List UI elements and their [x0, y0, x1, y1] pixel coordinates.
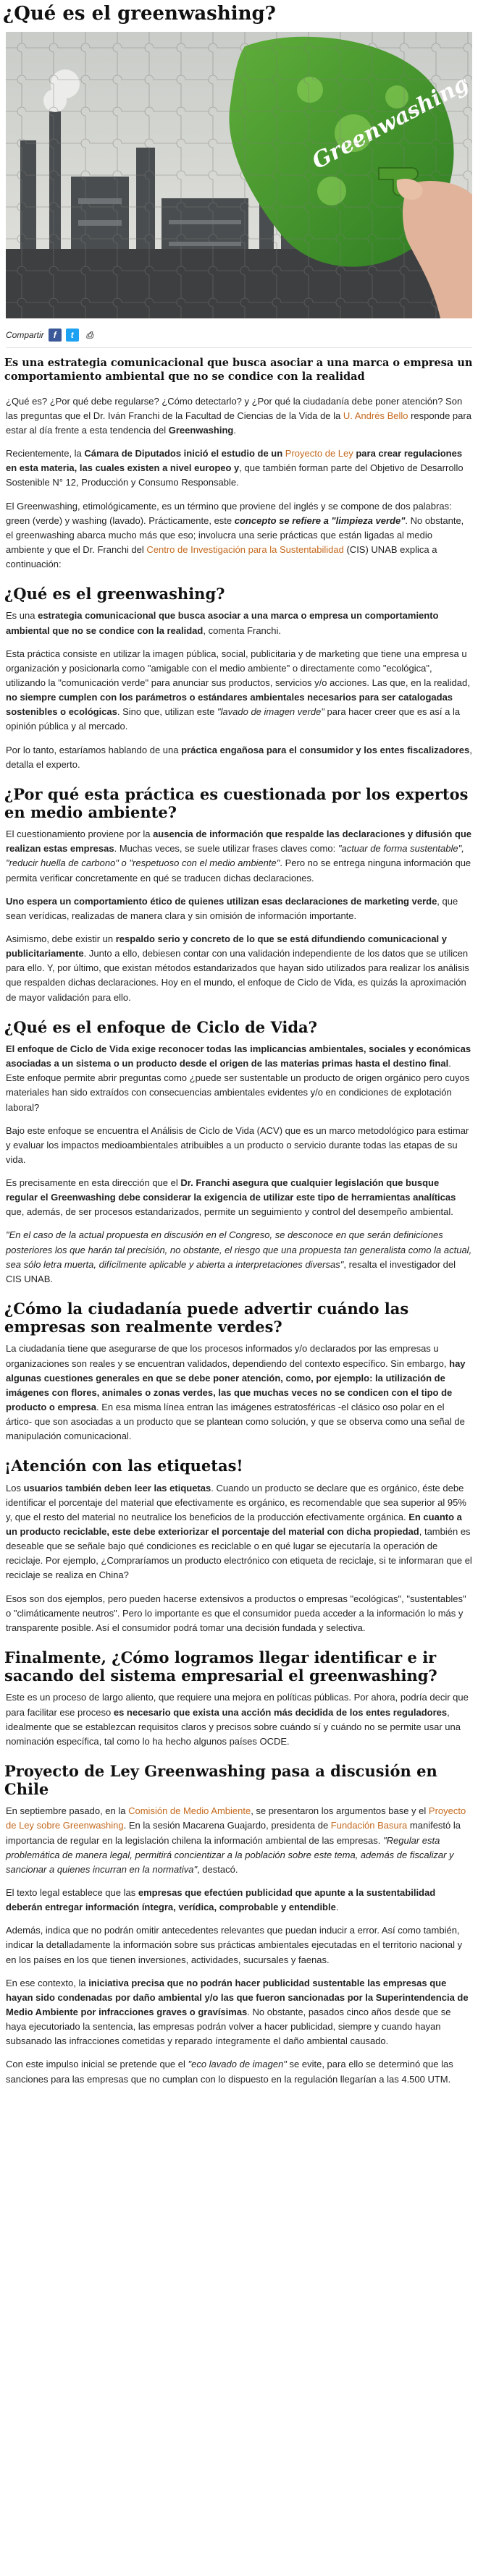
s7-paragraph-4: En ese contexto, la iniciativa precisa que no podrán hacer publicidad sustentable las empresas que hayan sido condenadas por daño ambiental y/o las que fueron sancionadas por la Superintendencia de Medio Ambiente por infracciones graves o gravísimas. No obstante, pasados cinco años desde que se haya ejecutoriado la sentencia, las empresas podrán volver a hacer publicidad, siempre y cuando hayan subsanado las infracciones cometidas y reparado íntegramente el daño ambiental causado. [6, 1977, 469, 2047]
s3-paragraph-1: El enfoque de Ciclo de Vida exige reconocer todas las implicancias ambientales, sociales y económicas asociadas a un sistema o un producto desde el origen de las materias primas hasta el destino final. Este enfoque permite abrir preguntas como ¿puede ser sustentable un producto de origen orgánico pero cuyos materiales han sido extraídos con consecuencias ambientales evidentes y/o en condiciones de explotación laboral? [6, 1043, 471, 1113]
s5-paragraph-1: Los usuarios también deben leer las etiquetas. Cuando un producto se declare que es orgánico, éste debe identificar el porcentaje del material que efectivamente es orgánico, es recomendable que sea superior al 95% y, que el resto del material no neutralice los beneficios de la producción efectivamente orgánica. En cuanto a un producto reciclable, este debe exteriorizar el porcentaje del material con dicha propiedad, también es deseable que se señale bajo qué condiciones es reciclable o en qué lugar se ejecutaría la operación de reciclaje. Por ejemplo, ¿Compraríamos un producto electrónico con etiqueta de reciclaje, si te informaran que el reciclaje se realiza en China? [6, 1482, 472, 1581]
s1-paragraph-3: Por lo tanto, estaríamos hablando de una práctica engañosa para el consumidor y los entes fiscalizadores, detalla el experto. [6, 744, 472, 770]
hero-image [6, 32, 472, 318]
lead-paragraph: Es una estrategia comunicacional que busca asociar a una marca o empresa un comportamiento ambiental que no se condice con la realidad [4, 357, 473, 383]
proyecto-de-ley-link[interactable]: Proyecto de Ley [285, 448, 353, 459]
s7-paragraph-2: El texto legal establece que las empresas que efectúen publicidad que apunte a la sustentabilidad deberán entregar información íntegra, verídica, comprobable y entendible. [6, 1887, 436, 1913]
print-icon[interactable]: ⎙ [83, 329, 96, 342]
s1-paragraph-2: Esta práctica consiste en utilizar la imagen pública, social, publicitaria y de marketing que tiene una empresa u organización y posicionarla como "amigable con el medio ambiente" o directamente como "ecológica", utilizando la "comunicación verde" para anunciar sus productos, servicios y/o acciones. Las que, en la realidad, no siempre cumplen con los parámetros o estándares ambientales necesarios para ser catalogadas sostenibles o ecológicas. Sino que, utilizan este "lavado de imagen verde" para hacer creer que es así a la opinión pública y al mercado. [6, 648, 470, 732]
section-heading-life-cycle: ¿Qué es el enfoque de Ciclo de Vida? [4, 1017, 317, 1036]
divider [6, 347, 472, 348]
twitter-icon[interactable]: t [66, 329, 79, 342]
s2-paragraph-2: Uno espera un comportamiento ético de quienes utilizan esas declaraciones de marketing verde, que sean verídicas, realizadas de manera clara y sin omisión de información importante. [6, 895, 458, 921]
section-heading-why-questioned: ¿Por qué esta práctica es cuestionada por los expertos en medio ambiente? [4, 784, 469, 822]
s2-paragraph-3: Asimismo, debe existir un respaldo serio y concreto de lo que se está difundiendo comunicacional y publicitariamente. Junto a ello, debiesen contar con una validación independiente de los datos que se utilicen para ello. Y, por último, que existan métodos estandarizados que hayan sido utilizados para realizar los análisis que respalden dichas declaraciones. Hoy en el mundo, el enfoque de Ciclo de Vida, es quizás la aproximación de mayor validación para ello. [6, 933, 469, 1003]
facebook-icon[interactable]: f [49, 329, 62, 342]
section-heading-bill: Proyecto de Ley Greenwashing pasa a discusión en Chile [4, 1761, 437, 1799]
section-heading-finally: Finalmente, ¿Cómo logramos llegar identificar e ir sacando del sistema empresarial el greenwashing? [4, 1648, 437, 1685]
s7-paragraph-5: Con este impulso inicial se pretende que el "eco lavado de imagen" se evite, para ello se determinó que las sanciones para las empresas que no cumplan con lo dispuesto en la regulación llegarían a las 4.500 UTM. [6, 2059, 453, 2085]
share-label: Compartir [6, 330, 44, 340]
unab-link[interactable]: U. Andrés Bello [343, 410, 408, 421]
s4-paragraph-1: La ciudadanía tiene que asegurarse de que los procesos informados y/o declarados por las empresas u organizaciones son reales y se encuentran validados, dependiendo del contexto específico. Sin embargo, hay algunas cuestiones generales en que se debe poner atención, como, por ejemplo: la utilización de imágenes con flores, animales o zonas verdes, las que muchas veces no se condicen con el tipo de producto o empresa. En esa misma línea entran las imágenes estratosféricas -el clásico oso polar en el ártico- que son asociadas a un producto que se plantean como solución, y que se observa como una señal de manipulación comunicacional. [6, 1343, 466, 1442]
cis-link[interactable]: Centro de Investigación para la Sustentabilidad [146, 543, 344, 555]
comision-link[interactable]: Comisión de Medio Ambiente [128, 1805, 251, 1817]
s5-paragraph-2: Esos son dos ejemplos, pero pueden hacerse extensivos a productos o empresas "ecológicas", "sustentables" o "climáticamente neutros". Pero lo importante es que el consumidor pueda acceder a la información lo más y transparente posible. Así el consumidor podrá tomar una decisión fundada y selectiva. [6, 1593, 466, 1633]
s1-paragraph-1: Es una estrategia comunicacional que busca asociar a una marca o empresa un comportamiento ambiental que no se condice con la realidad, comenta Franchi. [6, 610, 439, 636]
s3-quote: "En el caso de la actual propuesta en discusión en el Congreso, se desconoce en que serán definiciones posteriores los que harán tal precisión, no obstante, el riesgo que una propuesta tan generalista como la actual, sea sólo letra muerta, difícilmente aplicable y abierta a interpretaciones diversas", resalta el investigador del CIS UNAB. [6, 1229, 472, 1284]
section-heading-labels: ¡Atención con las etiquetas! [4, 1457, 243, 1475]
s6-paragraph-1: Este es un proceso de largo aliento, que requiere una mejora en políticas públicas. Por ahora, podría decir que para facilitar ese proceso es necesario que exista una acción más decidida de los entes reguladores, idealmente que se establezcan requisitos claros y precisos sobre cuándo sí y cuándo no se permite usar una nominación específica, tal como lo ha hecho algunos países OCDE. [6, 1692, 469, 1747]
s3-paragraph-3: Es precisamente en esta dirección que el Dr. Franchi asegura que cualquier legislación que busque regular el Greenwashing debe considerar la exigencia de utilizar este tipo de herramientas analíticas que, además, de ser procesos estandarizados, permite un seguimiento y control del desempeño ambiental. [6, 1177, 456, 1218]
intro-paragraph-3: El Greenwashing, etimológicamente, es un término que proviene del inglés y se compone de dos palabras: green (verde) y washing (lavado). Prácticamente, este concepto se refiere a "limpieza verde". No obstante, el greenwashing abarca mucho más que eso; involucra una serie prácticas que están ligadas al medio ambiente y que el Dr. Franchi del Centro de Investigación para la Sustentabilidad (CIS) UNAB explica a continuación: [6, 500, 464, 570]
section-heading-citizens: ¿Cómo la ciudadanía puede advertir cuándo las empresas son realmente verdes? [4, 1300, 409, 1336]
share-bar [6, 329, 472, 342]
s3-paragraph-2: Bajo este enfoque se encuentra el Análisis de Ciclo de Vida (ACV) que es un marco metodológico para estimar y evaluar los impactos medioambientales atribuibles a un producto o servicio durante todas las etapas de su vida. [6, 1124, 469, 1165]
intro-paragraph-2: Recientemente, la Cámara de Diputados inició el estudio de un Proyecto de Ley para crear regulaciones en esta materia, las cuales existen a nivel europeo y, que también forman parte del Objetivo de Desarrollo Sostenible N° 12, Producción y Consumo Responsable. [6, 448, 464, 488]
greenwashing-puzzle-illustration [6, 32, 472, 318]
s2-paragraph-1: El cuestionamiento proviene por la ausencia de información que respalde las declaraciones y difusión que realizan estas empresas. Muchas veces, se suele utilizar frases claves como: "actuar de forma sustentable", "reducir huella de carbono" o "respetuoso con el medio ambiente". Pero no se entrega ninguna información que permita verificar concretamente en qué se traducen dichas declaraciones. [6, 829, 472, 884]
fundacion-basura-link[interactable]: Fundación Basura [330, 1820, 408, 1831]
section-heading-what-is: ¿Qué es el greenwashing? [4, 585, 225, 603]
s7-paragraph-1: En septiembre pasado, en la Comisión de Medio Ambiente, se presentaron los argumentos base y el Proyecto de Ley sobre Greenwashing. En la sesión Macarena Guajardo, presidenta de Fundación Basura manifestó la importancia de regular en la legislación chilena la información ambiental de las empresas. "Regular esta problemática de manera legal, permitirá concientizar a la población sobre este tema, además de fiscalizar y sancionar a quienes incurran en la normativa", destacó. [6, 1805, 466, 1875]
proyecto-greenwashing-link[interactable]: Proyecto de Ley sobre Greenwashing [6, 1805, 466, 1831]
page-title: ¿Qué es el greenwashing? [3, 3, 276, 25]
intro-paragraph-1: ¿Qué es? ¿Por qué debe regularse? ¿Cómo detectarlo? y ¿Por qué la ciudadanía debe poner atención? Son las preguntas que el Dr. Iván Franchi de la Facultad de Ciencias de la Vida de la U. Andrés Bello responde para estar al día frente a esta tendencia del Greenwashing. [6, 395, 471, 436]
s7-paragraph-3: Además, indica que no podrán omitir antecedentes relevantes que puedan inducir a error. Así como también, indicar la detalladamente la información sobre sus prácticas ambientales ejecutadas en el territorio nacional y en los países en los que tienen inversiones, actividades, sucursales y faenas. [6, 1925, 463, 1965]
